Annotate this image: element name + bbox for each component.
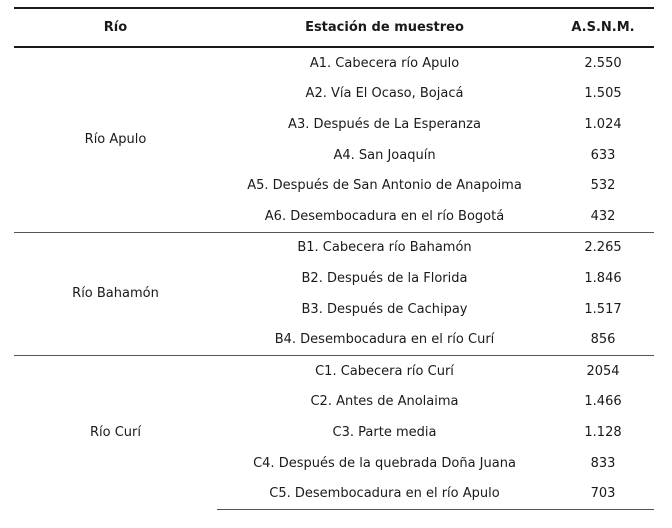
cell-asnm: 856 <box>590 332 616 348</box>
cell-estacion: C1. Cabecera río Curí <box>217 355 552 386</box>
table-row <box>14 232 654 263</box>
cell-asnm: 703 <box>552 478 654 509</box>
cell-estacion: A1. Cabecera río Apulo <box>217 47 552 79</box>
stations-table <box>14 7 654 510</box>
cell-asnm: 1.024 <box>584 116 622 132</box>
cell-asnm: 633 <box>590 147 616 163</box>
cell-estacion: A4. San Joaquín <box>333 147 436 163</box>
cell-asnm: 1.466 <box>584 394 622 410</box>
header-asnm: A.S.N.M. <box>552 8 654 47</box>
header-rio: Río <box>14 8 217 47</box>
footnote-mark <box>18 514 88 518</box>
cell-estacion: B3. Después de Cachipay <box>301 301 468 317</box>
cell-rio: Río Curí <box>14 355 217 509</box>
cell-estacion: A6. Desembocadura en el río Bogotá <box>264 208 505 224</box>
cell-asnm: 1.517 <box>584 301 622 317</box>
cell-asnm: 532 <box>590 178 616 194</box>
cell-estacion: B2. Después de la Florida <box>301 270 468 286</box>
cell-asnm: 2.550 <box>552 47 654 79</box>
cell-asnm: 1.128 <box>584 424 622 440</box>
stations-table-container <box>14 7 654 510</box>
header-estacion: Estación de muestreo <box>217 8 552 47</box>
cell-asnm: 1.505 <box>584 86 622 102</box>
cell-estacion: C3. Parte media <box>332 424 437 440</box>
table-body <box>14 47 654 509</box>
table-header <box>14 8 654 47</box>
cell-asnm: 1.846 <box>584 270 622 286</box>
cell-estacion: C4. Después de la quebrada Doña Juana <box>253 455 516 471</box>
cell-rio: Río Apulo <box>14 47 217 232</box>
table-row <box>14 355 654 386</box>
cell-asnm: 2.265 <box>552 232 654 263</box>
cell-estacion: B4. Desembocadura en el río Curí <box>274 332 495 348</box>
cell-asnm: 2054 <box>552 355 654 386</box>
cell-estacion: C2. Antes de Anolaima <box>310 394 459 410</box>
cell-estacion: A5. Después de San Antonio de Anapoima <box>247 178 522 194</box>
cell-estacion: B1. Cabecera río Bahamón <box>217 232 552 263</box>
cell-asnm: 833 <box>590 455 616 471</box>
cell-estacion: C5. Desembocadura en el río Apulo <box>217 478 552 509</box>
cell-rio: Río Bahamón <box>14 232 217 355</box>
header-row <box>14 8 654 47</box>
cell-asnm: 432 <box>590 208 616 224</box>
cell-estacion: A2. Vía El Ocaso, Bojacá <box>305 86 464 102</box>
table-row <box>14 47 654 79</box>
cell-estacion: A3. Después de La Esperanza <box>288 116 481 132</box>
